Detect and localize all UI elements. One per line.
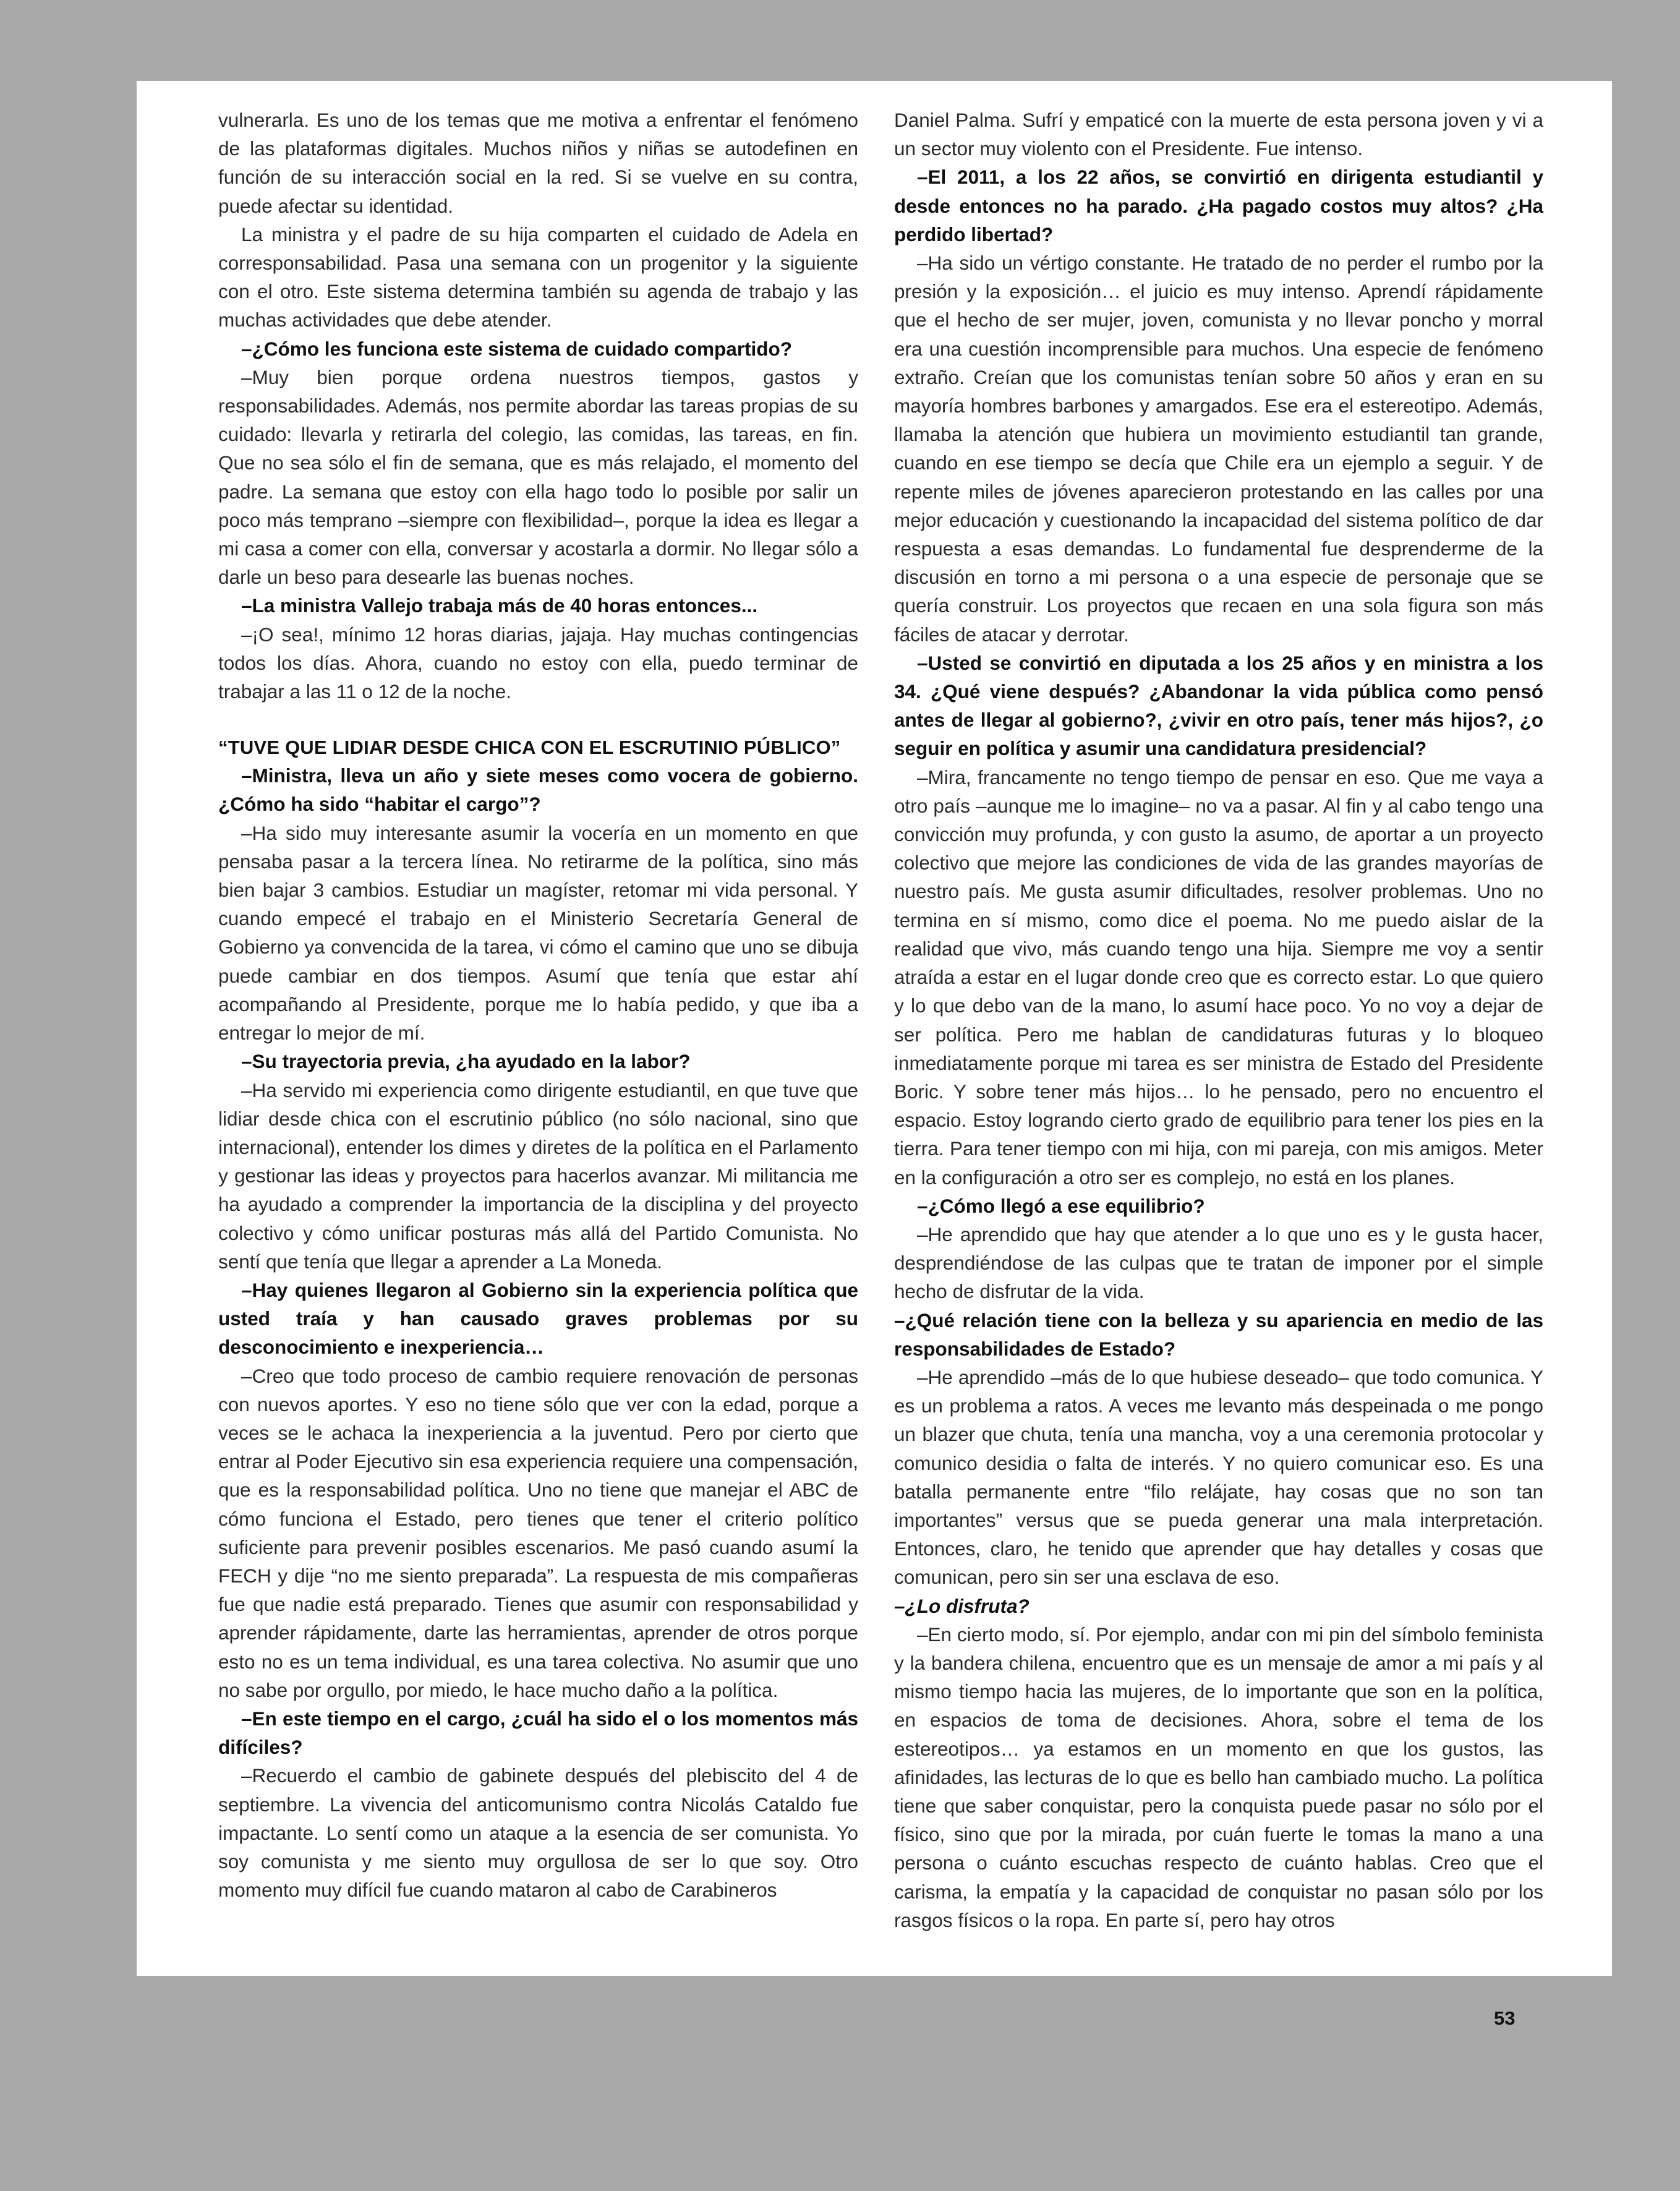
section-heading: “TUVE QUE LIDIAR DESDE CHICA CON EL ESCRUTINIO PÚBLICO” <box>218 737 841 759</box>
interview-question: –¿Lo disfruta? <box>894 1594 1030 1617</box>
paragraph: –Muy bien porque ordena nuestros tiempos, gastos y responsabilidades. Además, nos permite abordar las tareas propias de su cuidado: llevarla y retirarla del colegio, las comidas, las tareas, en fin. Que no sea sólo el fin de semana, que es más relajado, el momento del padre. La semana que estoy con ella hago todo lo posible por salir un poco más temprano –siempre con flexibilidad–, porque la idea es llegar a mi casa a comer con ella, conversar y acostarla a dormir. No llegar sólo a darle un beso para desearle las buenas noches. <box>218 365 858 589</box>
interview-question: –¿Qué relación tiene con la belleza y su apariencia en medio de las responsabilidades de Estado? <box>894 1309 1543 1360</box>
page-number: 53 <box>1494 2007 1516 2029</box>
interview-question: –Usted se convirtió en diputada a los 25 años y en ministra a los 34. ¿Qué viene después? ¿Abandonar la vida pública como pensó antes de llegar al gobierno?, ¿vivir en otro país, tener más hijos?, ¿o seguir en política y asumir una candidatura presidencial? <box>894 651 1543 760</box>
paragraph: –¡O sea!, mínimo 12 horas diarias, jajaja. Hay muchas contingencias todos los días. Ahora, cuando no estoy con ella, puedo terminar de trabajar a las 11 o 12 de la noche. <box>218 623 858 703</box>
paragraph: –Creo que todo proceso de cambio requiere renovación de personas con nuevos aportes. Y eso no tiene sólo que ver con la edad, porque a veces se le achaca la inexperiencia a la juventud. Pero por cierto que entrar al Poder Ejecutivo sin esa experiencia requiere una compensación, que es la responsabilidad política. Uno no tiene que manejar el ABC de cómo funciona el Estado, pero tienes que tener el criterio político suficiente para prevenir posibles escenarios. Me pasó cuando asumí la FECH y dije “no me siento preparada”. La respuesta de mis compañeras fue que nadie está preparado. Tienes que asumir con responsabilidad y aprender rápidamente, darte las herramientas, aprender de otros porque esto no es un tema individual, es una tarea colectiva. No asumir que uno no sabe por orgullo, por miedo, le hace mucho daño a la política. <box>218 1364 858 1701</box>
interview-question: –Su trayectoria previa, ¿ha ayudado en la labor? <box>241 1050 691 1073</box>
interview-question: –Ministra, lleva un año y siete meses como vocera de gobierno. ¿Cómo ha sido “habitar el cargo”? <box>218 764 858 816</box>
interview-question: –La ministra Vallejo trabaja más de 40 horas entonces... <box>241 594 758 617</box>
paragraph: –En cierto modo, sí. Por ejemplo, andar con mi pin del símbolo feminista y la bandera chilena, encuentro que es un mensaje de amor a mi país y al mismo tiempo hacia las mujeres, de lo importante que son en la política, en espacios de toma de decisiones. Ahora, sobre el tema de los estereotipos… ya estamos en un momento en que los gustos, las afinidades, las lecturas de lo que es bello han cambiado mucho. La política tiene que saber conquistar, pero la conquista puede pasar no sólo por el físico, sino que por la mirada, por cuán fuerte le tomas la mano a una persona o cuánto escuchas respecto de cuánto hablas. Creo que el carisma, la empatía y la capacidad de conquistar no pasan sólo por los rasgos físicos o la ropa. En parte sí, pero hay otros <box>894 1623 1543 1931</box>
paragraph: La ministra y el padre de su hija comparten el cuidado de Adela en corresponsabilidad. Pasa una semana con un progenitor y la siguiente con el otro. Este sistema determina también su agenda de trabajo y las muchas actividades que debe atender. <box>218 223 858 331</box>
interview-question: –¿Cómo llegó a ese equilibrio? <box>917 1194 1205 1217</box>
interview-question: –¿Cómo les funciona este sistema de cuidado compartido? <box>241 337 792 360</box>
magazine-page <box>137 81 1612 1976</box>
interview-question: –Hay quienes llegaron al Gobierno sin la experiencia política que usted traía y han causado graves problemas por su desconocimiento e inexperiencia… <box>218 1278 858 1359</box>
right-column <box>894 106 1543 1934</box>
paragraph: vulnerarla. Es uno de los temas que me motiva a enfrentar el fenómeno de las plataformas digitales. Muchos niños y niñas se autodefinen en función de su interacción social en la red. Si se vuelve en su contra, puede afectar su identidad. <box>218 109 858 217</box>
paragraph: –Ha sido un vértigo constante. He tratado de no perder el rumbo por la presión y la exposición… el juicio es muy intenso. Aprendí rápidamente que el hecho de ser mujer, joven, comunista y no llevar poncho y morral era una cuestión incomprensible para muchos. Una especie de fenómeno extraño. Creían que los comunistas tenían sobre 50 años y eran en su mayoría hombres barbones y amargados. Ese era el estereotipo. Además, llamaba la atención que hubiera un movimiento estudiantil tan grande, cuando en ese tiempo se decía que Chile era un ejemplo a seguir. Y de repente miles de jóvenes aparecieron protestando en las calles por una mejor educación y cuestionando la incapacidad del sistema político de dar respuesta a esas demandas. Lo fundamental fue desprenderme de la discusión en torno a mi persona o a una especie de personaje que se quería construir. Los proyectos que recaen en una sola figura son más fáciles de atacar y derrotar. <box>894 252 1543 646</box>
left-column <box>218 106 858 1904</box>
interview-question: –En este tiempo en el cargo, ¿cuál ha sido el o los momentos más difíciles? <box>218 1707 858 1759</box>
paragraph: –Recuerdo el cambio de gabinete después del plebiscito del 4 de septiembre. La vivencia del anticomunismo contra Nicolás Cataldo fue impactante. Lo sentí como un ataque a la esencia de ser comunista. Yo soy comunista y me siento muy orgullosa de ser lo que soy. Otro momento muy difícil fue cuando mataron al cabo de Carabineros <box>218 1764 858 1902</box>
interview-question: –El 2011, a los 22 años, se convirtió en dirigenta estudiantil y desde entonces no ha parado. ¿Ha pagado costos muy altos? ¿Ha perdido libertad? <box>894 166 1543 246</box>
paragraph: Daniel Palma. Sufrí y empaticé con la muerte de esta persona joven y vi a un sector muy violento con el Presidente. Fue intenso. <box>894 109 1543 160</box>
paragraph: –Ha servido mi experiencia como dirigente estudiantil, en que tuve que lidiar desde chica con el escrutinio público (no sólo nacional, sino que internacional), entender los dimes y diretes de la política en el Parlamento y gestionar las ideas y proyectos para hacerlos avanzar. Mi militancia me ha ayudado a comprender la importancia de la disciplina y del proyecto colectivo y cómo unificar posturas más allá del Partido Comunista. No sentí que tenía que llegar a aprender a La Moneda. <box>218 1078 858 1273</box>
paragraph: –He aprendido que hay que atender a lo que uno es y le gusta hacer, desprendiéndose de las culpas que te tratan de imponer por el simple hecho de disfrutar de la vida. <box>894 1223 1543 1303</box>
paragraph: –Mira, francamente no tengo tiempo de pensar en eso. Que me vaya a otro país –aunque me lo imagine– no va a pasar. Al fin y al cabo tengo una convicción muy profunda, y con gusto la asumo, de aportar a un proyecto colectivo que mejore las condiciones de vida de las grandes mayorías de nuestro país. Me gusta asumir dificultades, resolver problemas. Uno no termina en sí mismo, como dice el poema. No me puedo aislar de la realidad que vivo, más cuando tengo una hija. Siempre me voy a sentir atraída a estar en el lugar donde creo que es correcto estar. Lo que quiero y lo que debo van de la mano, lo asumí hace poco. Yo no voy a dejar de ser política. Pero me hablan de candidaturas futuras y lo bloqueo inmediatamente porque mi tarea es ser ministra de Estado del Presidente Boric. Y sobre tener más hijos… lo he pensado, pero no encuentro el espacio. Estoy logrando cierto grado de equilibrio para tener los pies en la tierra. Para tener tiempo con mi hija, con mi pareja, con mis amigos. Meter en la configuración a otro ser es complejo, no está en los planes. <box>894 766 1543 1189</box>
paragraph: –He aprendido –más de lo que hubiese deseado– que todo comunica. Y es un problema a ratos. A veces me levanto más despeinada o me pongo un blazer que chuta, tenía una mancha, voy a una ceremonia protocolar y comunico desidia o falta de interés. Y no quiero comunicar eso. Es una batalla permanente entre “filo relájate, hay cosas que no son tan importantes” versus que se pueda generar una mala interpretación. Entonces, claro, he tenido que aprender que hay detalles y cosas que comunican, pero sin ser una esclava de eso. <box>894 1365 1543 1589</box>
paragraph: –Ha sido muy interesante asumir la vocería en un momento en que pensaba pasar a la tercera línea. No retirarme de la política, sino más bien bajar 3 cambios. Estudiar un magíster, retomar mi vida personal. Y cuando empecé el trabajo en el Ministerio Secretaría General de Gobierno ya convencida de la tarea, vi cómo el camino que uno se dibuja puede cambiar en dos tiempos. Asumí que tenía que estar ahí acompañando al Presidente, porque me lo había pedido, y que iba a entregar lo mejor de mí. <box>218 821 858 1044</box>
